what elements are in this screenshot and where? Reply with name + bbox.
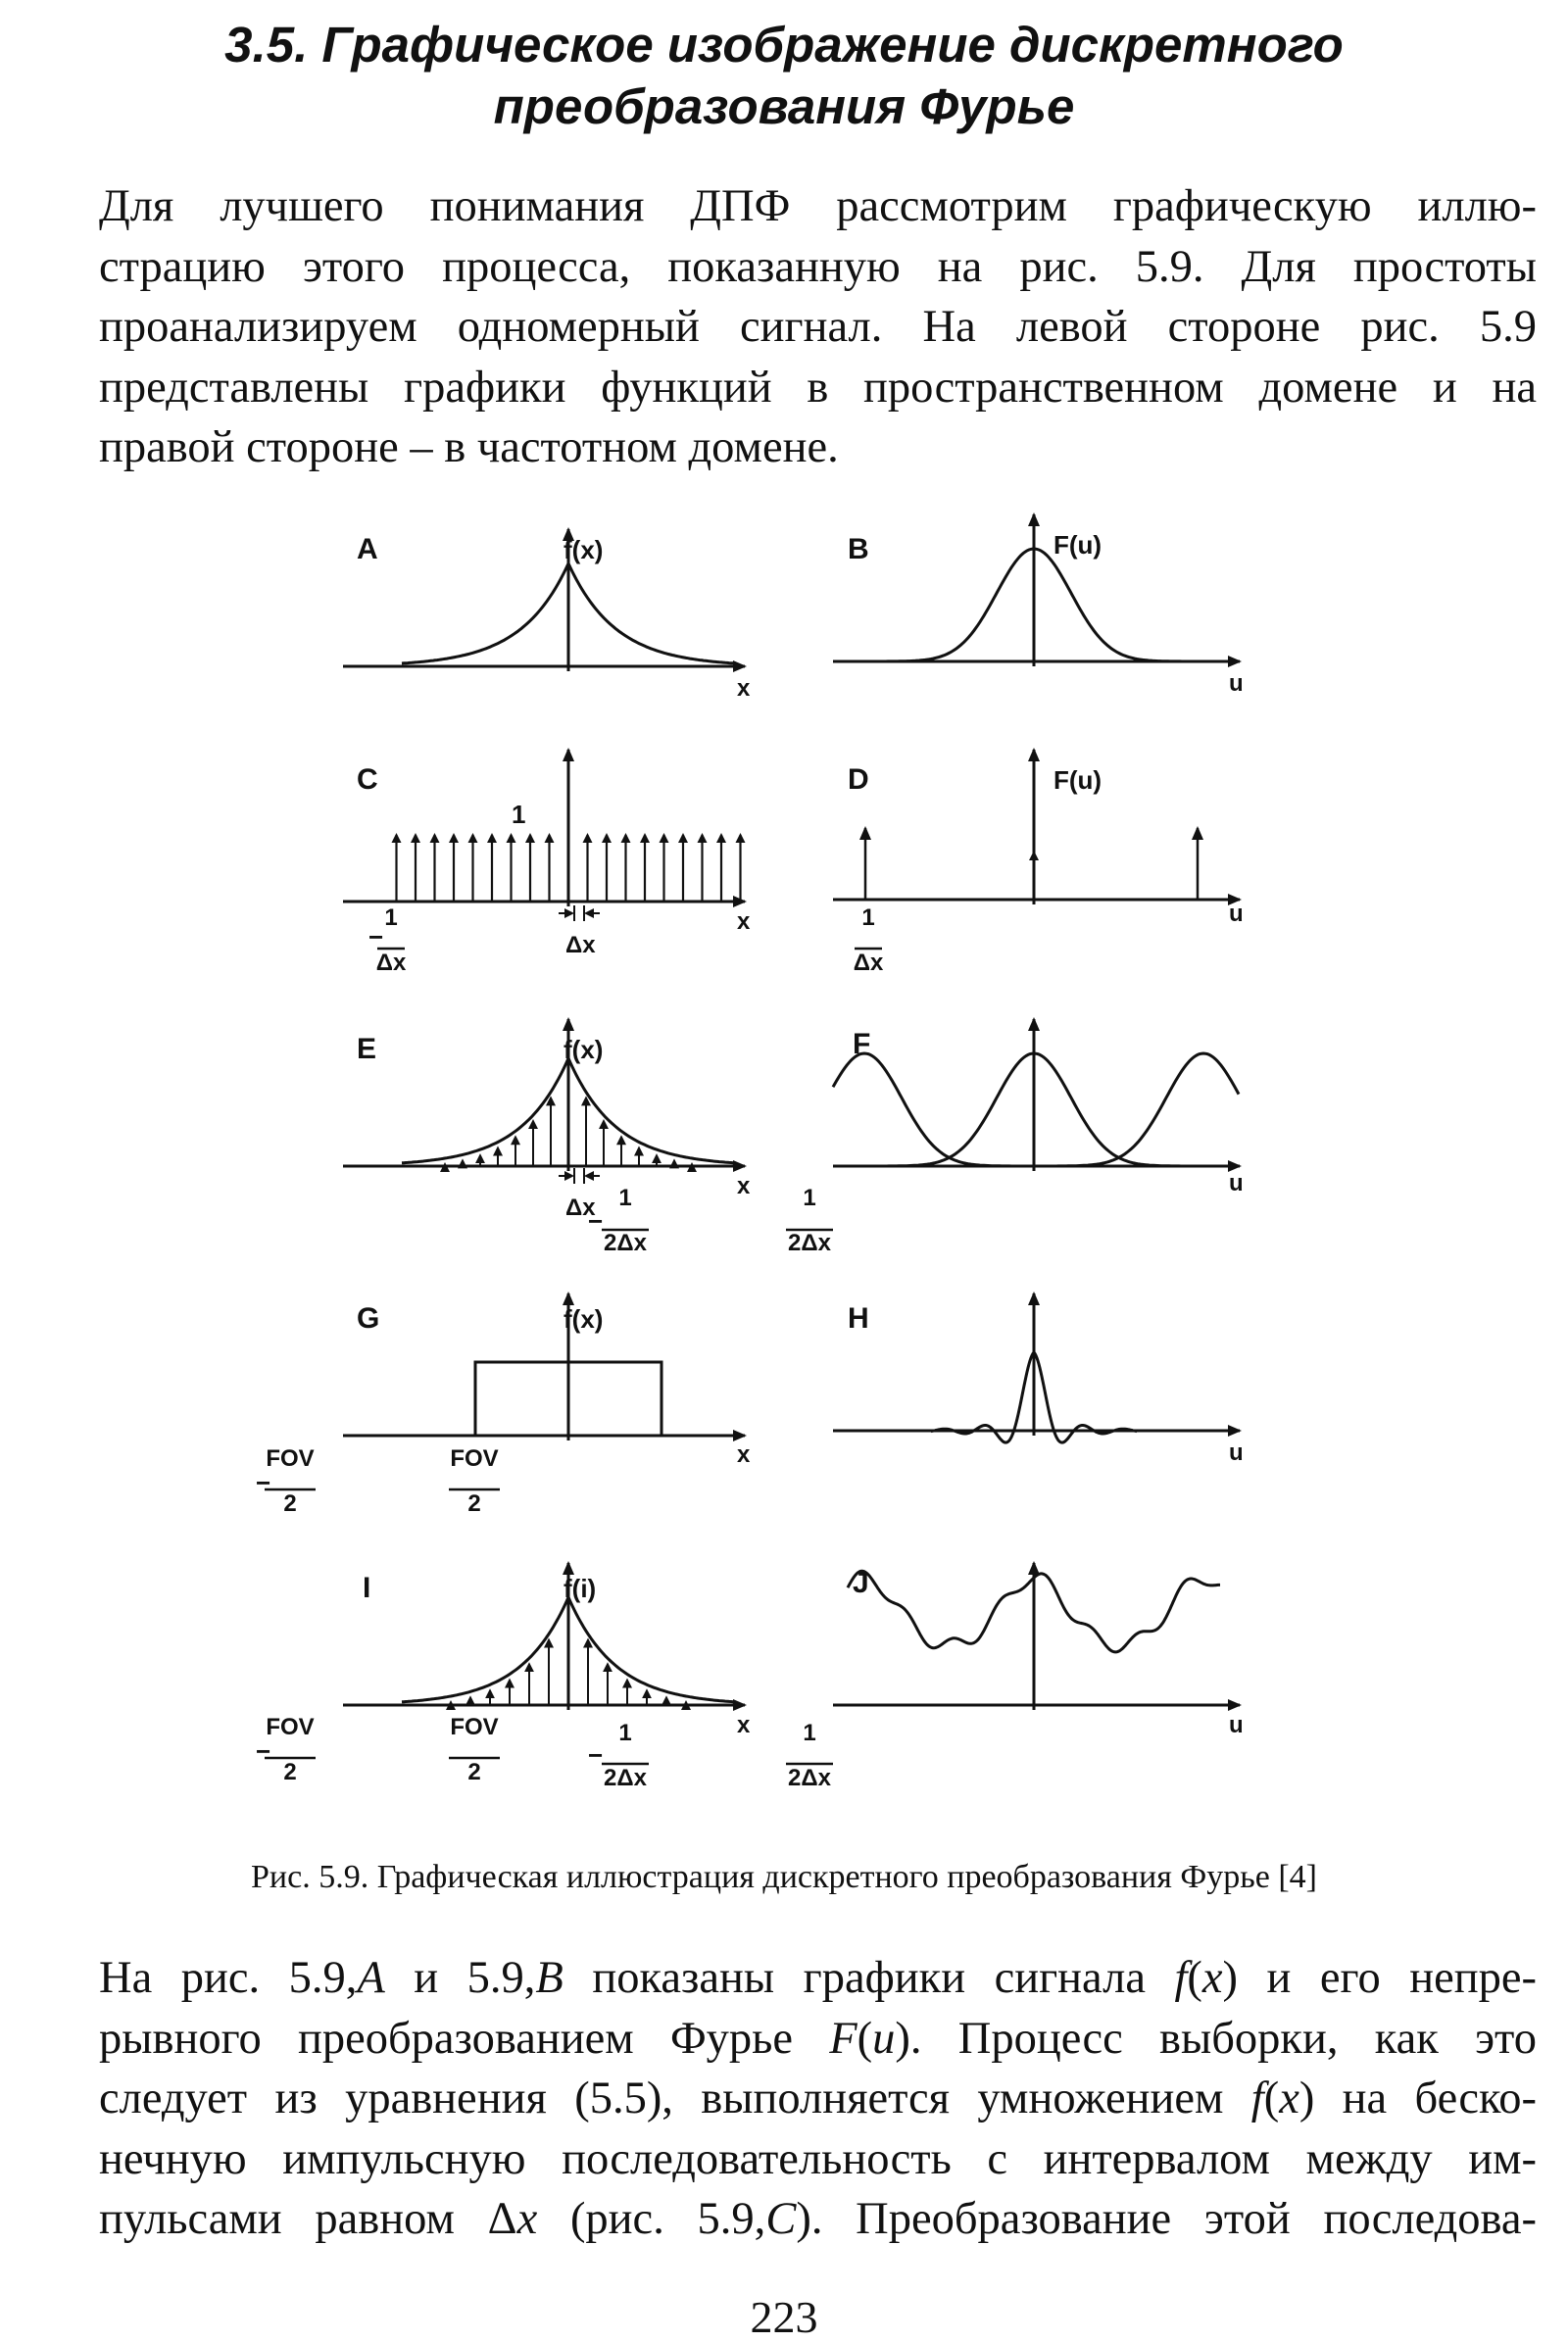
- body-line: [99, 1948, 1537, 2009]
- panel-letter-j: J: [853, 1567, 869, 1599]
- intro-line: представлены графики функций в пространственном домене и на: [99, 362, 1537, 413]
- section-title-line2: преобразования Фурье: [493, 78, 1075, 134]
- body-italic: f: [1174, 1953, 1188, 2003]
- panel-f-curve: [833, 1053, 1031, 1166]
- panel-letter-g: G: [357, 1302, 380, 1335]
- i-left-num: FOV: [266, 1714, 315, 1740]
- panel-letter-a: A: [357, 533, 378, 565]
- body-text: рывного преобразованием Фурье: [99, 2013, 830, 2064]
- body-text: На рис. 5.9,: [99, 1953, 358, 2003]
- label-fx-a: f(x): [564, 535, 604, 564]
- body-italic: x: [1201, 1953, 1223, 2003]
- body-italic: f: [1250, 2074, 1264, 2123]
- axis-u-f: u: [1229, 1170, 1244, 1196]
- body-paragraph: [99, 1948, 1537, 2250]
- axis-x-a: x: [737, 675, 751, 702]
- panel-letter-i: I: [363, 1572, 371, 1604]
- g-right-den: 2: [467, 1490, 481, 1517]
- axis-x-i: x: [737, 1712, 751, 1738]
- label-fi-i: f(i): [564, 1574, 597, 1603]
- j-right-den: 2Δx: [788, 1765, 831, 1791]
- body-italic: A: [357, 1953, 385, 2003]
- body-text: (: [1263, 2074, 1280, 2123]
- i-right-den: 2: [467, 1759, 481, 1785]
- label-fx-e: f(x): [564, 1035, 604, 1064]
- body-line: [99, 2009, 1537, 2070]
- f-left-num: 1: [618, 1185, 632, 1211]
- body-text: (: [857, 2013, 873, 2064]
- body-text: (: [1187, 1953, 1202, 2003]
- intro-line: правой стороне – в частотном домене.: [99, 422, 839, 472]
- j-right-num: 1: [803, 1720, 816, 1746]
- label-delta-x-c: Δx: [565, 932, 596, 958]
- label-fx-g: f(x): [564, 1304, 604, 1334]
- body-text: показаны графики сигнала: [563, 1953, 1175, 2003]
- j-left-den: 2Δx: [604, 1765, 647, 1791]
- label-delta-x-e: Δx: [565, 1195, 596, 1221]
- axis-x-c: x: [737, 908, 751, 935]
- g-left-den: 2: [283, 1490, 297, 1517]
- panel-f-curve: [1037, 1053, 1239, 1166]
- i-left-den: 2: [283, 1759, 297, 1785]
- axis-u-h: u: [1229, 1439, 1244, 1466]
- body-text: пульсами равном Δ: [99, 2194, 517, 2244]
- panel-letter-e: E: [357, 1033, 377, 1065]
- panel-letter-h: H: [848, 1302, 869, 1335]
- axis-u-j: u: [1229, 1712, 1244, 1738]
- panel-letter-b: B: [848, 533, 869, 565]
- label-fu-b: F(u): [1054, 530, 1102, 560]
- body-italic: x: [1279, 2074, 1299, 2123]
- body-line: нечную импульсную последовательность с интервалом между им-: [99, 2133, 1537, 2184]
- intro-line: страцию этого процесса, показанную на рис. 5.9. Для простоты: [99, 241, 1537, 292]
- axis-x-e: x: [737, 1173, 751, 1199]
- intro-paragraph: [99, 176, 1537, 478]
- body-italic: x: [516, 2194, 538, 2244]
- d-right-den: Δx: [853, 950, 884, 976]
- body-line: [99, 2069, 1537, 2129]
- body-text: ) на беско-: [1298, 2074, 1537, 2123]
- axis-x-g: x: [737, 1441, 751, 1468]
- axis-u-b: u: [1229, 670, 1244, 697]
- intro-line: проанализируем одномерный сигнал. На левой стороне рис. 5.9: [99, 302, 1537, 352]
- body-text: (рис. 5.9,: [537, 2194, 766, 2244]
- figure-caption: Рис. 5.9. Графическая иллюстрация дискретного преобразования Фурье [4]: [251, 1859, 1317, 1895]
- panel-letter-c: C: [357, 763, 378, 796]
- section-title-line1: 3.5. Графическое изображение дискретного: [224, 17, 1344, 73]
- j-left-num: 1: [618, 1720, 632, 1746]
- d-left-den: Δx: [375, 950, 407, 976]
- g-left-num: FOV: [266, 1445, 315, 1472]
- g-right-num: FOV: [450, 1445, 499, 1472]
- body-text: и 5.9,: [384, 1953, 536, 2003]
- body-italic: C: [765, 2194, 797, 2244]
- body-text: следует из уравнения (5.5), выполняется умножением: [99, 2074, 1251, 2123]
- i-left-sign: −: [256, 1736, 271, 1766]
- j-left-sign: −: [588, 1740, 604, 1770]
- axis-u-d: u: [1229, 901, 1244, 927]
- label-one-c: 1: [512, 800, 526, 829]
- body-text: ) и его непре-: [1222, 1953, 1537, 2003]
- intro-line: Для лучшего понимания ДПФ рассмотрим графическую иллю-: [99, 181, 1537, 231]
- section-title: [0, 14, 1568, 137]
- body-text: ). Преобразование этой последова-: [796, 2194, 1537, 2244]
- d-left-num: 1: [384, 904, 398, 931]
- body-italic: u: [872, 2013, 896, 2064]
- g-left-sign: −: [256, 1468, 271, 1497]
- body-line: [99, 2189, 1537, 2250]
- f-left-sign: −: [588, 1206, 604, 1236]
- body-text: ). Процесс выборки, как это: [895, 2013, 1537, 2064]
- panel-letter-f: F: [853, 1028, 871, 1060]
- d-right-num: 1: [861, 904, 875, 931]
- body-italic: B: [535, 1953, 564, 2003]
- page-number: 223: [750, 2292, 818, 2342]
- d-left-sign: −: [368, 922, 384, 951]
- f-left-den: 2Δx: [604, 1230, 647, 1256]
- dft-figure: [256, 490, 1264, 1832]
- panel-letter-d: D: [848, 763, 869, 796]
- body-italic: F: [829, 2013, 858, 2064]
- i-right-num: FOV: [450, 1714, 499, 1740]
- f-right-den: 2Δx: [788, 1230, 831, 1256]
- f-right-num: 1: [803, 1185, 816, 1211]
- label-fu-d: F(u): [1054, 765, 1102, 795]
